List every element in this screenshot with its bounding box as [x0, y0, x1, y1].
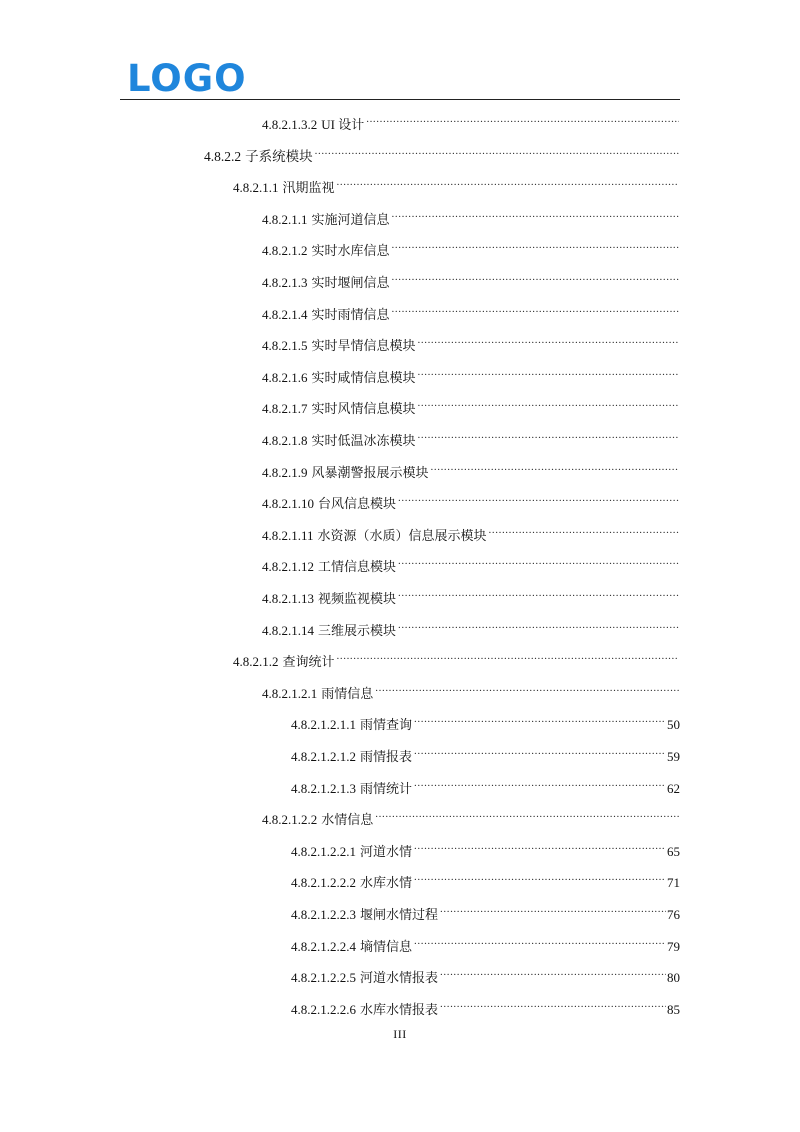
toc-entry-number: 4.8.2.1.7 — [262, 401, 308, 417]
toc-dot-leader — [392, 265, 679, 287]
toc-entry[interactable] — [262, 613, 680, 638]
toc-entry-title: 工情信息模块 — [318, 559, 397, 575]
toc-entry-number: 4.8.2.1.2.1.1 — [291, 717, 356, 733]
toc-entry[interactable] — [291, 929, 680, 954]
toc-entry[interactable] — [262, 423, 680, 448]
toc-dot-leader — [392, 202, 679, 224]
toc-entry-number: 4.8.2.1.11 — [262, 527, 314, 543]
toc-entry[interactable] — [291, 865, 680, 891]
toc-entry-number: 4.8.2.1.2.2.4 — [291, 938, 356, 954]
toc-dot-leader — [418, 423, 679, 445]
toc-entry-title: 水库水情 — [360, 875, 413, 891]
header-divider — [120, 99, 680, 100]
toc-entry-title: 实时雨情信息 — [311, 306, 390, 322]
toc-entry[interactable] — [262, 107, 680, 132]
toc-entry-title: 实时低温冰冻模块 — [311, 433, 416, 448]
toc-entry-title: 雨情信息 — [321, 685, 374, 701]
toc-entry-number: 4.8.2.1.2.2 — [262, 812, 318, 828]
toc-entry[interactable] — [291, 739, 680, 764]
toc-entry[interactable] — [262, 486, 680, 512]
toc-entry-title: UI 设计 — [321, 117, 365, 132]
toc-entry-title: 视频监视模块 — [318, 591, 397, 606]
toc-dot-leader — [489, 518, 679, 540]
toc-entry[interactable] — [262, 549, 680, 575]
toc-entry[interactable] — [291, 897, 680, 922]
toc-dot-leader — [414, 834, 666, 856]
toc-entry-number: 4.8.2.1.10 — [262, 496, 314, 512]
toc-entry-title: 河道水情报表 — [360, 970, 439, 986]
toc-entry-number: 4.8.2.1.5 — [262, 338, 308, 354]
toc-entry-number: 4.8.2.1.2.1.2 — [291, 749, 356, 764]
toc-entry-title: 河道水情 — [360, 843, 413, 859]
toc-dot-leader — [431, 455, 679, 477]
toc-entry-title: 墒情信息 — [360, 938, 413, 954]
toc-entry-title: 子系统模块 — [245, 148, 313, 164]
toc-entry-title: 三维展示模块 — [318, 622, 397, 638]
toc-entry-page: 80 — [667, 970, 680, 986]
toc-entry[interactable] — [262, 676, 680, 701]
toc-entry-number: 4.8.2.1.2.2.3 — [291, 907, 356, 922]
toc-entry-number: 4.8.2.1.2.2.1 — [291, 843, 356, 859]
toc-dot-leader — [414, 739, 666, 761]
toc-entry-title: 查询统计 — [282, 654, 335, 670]
toc-entry[interactable] — [291, 960, 680, 986]
toc-entry-number: 4.8.2.1.4 — [262, 306, 308, 322]
toc-dot-leader — [315, 139, 679, 161]
toc-entry-title: 水库水情报表 — [360, 1001, 439, 1017]
toc-entry[interactable] — [262, 581, 680, 606]
toc-dot-leader — [398, 581, 679, 603]
toc-entry-number: 4.8.2.1.2.1 — [262, 685, 318, 701]
toc-entry-title: 汛期监视 — [282, 180, 335, 196]
toc-entry[interactable] — [262, 360, 680, 385]
toc-entry-number: 4.8.2.1.1 — [262, 211, 308, 227]
toc-entry-number: 4.8.2.1.6 — [262, 369, 308, 385]
toc-dot-leader — [366, 107, 679, 129]
toc-entry[interactable] — [291, 834, 680, 859]
toc-entry-number: 4.8.2.1.8 — [262, 433, 308, 448]
toc-entry-number: 4.8.2.2 — [204, 148, 242, 164]
toc-entry-number: 4.8.2.1.2.1.3 — [291, 780, 356, 796]
toc-entry[interactable] — [291, 992, 680, 1017]
toc-entry[interactable] — [262, 802, 680, 828]
toc-entry-title: 台风信息模块 — [318, 496, 397, 512]
toc-dot-leader — [418, 391, 679, 413]
toc-entry-page: 50 — [667, 717, 680, 733]
toc-entry-number: 4.8.2.1.2 — [233, 654, 279, 670]
toc-entry-title: 实时水库信息 — [311, 243, 390, 259]
toc-entry-title: 风暴潮警报展示模块 — [311, 464, 429, 480]
toc-dot-leader — [414, 771, 666, 793]
toc-entry-number: 4.8.2.1.14 — [262, 622, 314, 638]
toc-entry-title: 实时风情信息模块 — [311, 401, 416, 417]
toc-entry-title: 实时旱情信息模块 — [311, 338, 416, 354]
toc-entry-title: 水资源（水质）信息展示模块 — [317, 527, 487, 543]
toc-entry[interactable] — [291, 771, 680, 796]
toc-entry[interactable] — [262, 202, 680, 227]
toc-dot-leader — [398, 486, 679, 508]
toc-dot-leader — [337, 644, 679, 666]
toc-dot-leader — [392, 233, 679, 255]
toc-entry-page: 85 — [667, 1001, 680, 1017]
toc-entry-title: 雨情查询 — [360, 717, 413, 733]
toc-entry[interactable] — [204, 139, 680, 164]
toc-dot-leader — [337, 170, 679, 192]
toc-dot-leader — [440, 960, 666, 982]
toc-entry[interactable] — [262, 391, 680, 417]
toc-entry-page: 71 — [667, 875, 680, 891]
logo: LOGO — [127, 57, 247, 100]
toc-entry-number: 4.8.2.1.12 — [262, 559, 314, 575]
toc-dot-leader — [414, 865, 666, 887]
toc-entry-page: 62 — [667, 780, 680, 796]
page-number: III — [393, 1027, 407, 1041]
toc-entry-page: 65 — [667, 843, 680, 859]
toc-entry[interactable] — [291, 707, 680, 733]
toc-entry[interactable] — [262, 328, 680, 354]
toc-entry[interactable] — [262, 455, 680, 480]
toc-dot-leader — [418, 328, 679, 350]
toc-entry-page: 76 — [667, 907, 680, 922]
toc-dot-leader — [440, 897, 666, 919]
toc-entry-page: 79 — [667, 938, 680, 954]
toc-entry-title: 堰闸水情过程 — [360, 907, 439, 922]
toc-dot-leader — [398, 549, 679, 571]
toc-entry-page: 59 — [667, 749, 680, 764]
toc-entry-number: 4.8.2.1.2 — [262, 243, 308, 259]
toc-entry[interactable] — [262, 518, 680, 543]
toc-entry-number: 4.8.2.1.2.2.2 — [291, 875, 356, 891]
toc-entry-number: 4.8.2.1.9 — [262, 464, 308, 480]
toc-entry-number: 4.8.2.1.3.2 — [262, 117, 318, 132]
toc-entry[interactable] — [233, 644, 680, 670]
toc-entry[interactable] — [262, 265, 680, 290]
toc-dot-leader — [375, 802, 679, 824]
toc-entry-title: 实时堰闸信息 — [311, 275, 390, 290]
toc-entry-number: 4.8.2.1.2.2.5 — [291, 970, 356, 986]
toc-entry-number: 4.8.2.1.2.2.6 — [291, 1001, 356, 1017]
toc-dot-leader — [414, 707, 666, 729]
toc-entry-title: 水情信息 — [321, 812, 374, 828]
toc-entry-title: 雨情统计 — [360, 780, 413, 796]
toc-entry-title: 雨情报表 — [360, 749, 413, 764]
toc-dot-leader — [375, 676, 679, 698]
toc-entry[interactable] — [233, 170, 680, 196]
toc-entry[interactable] — [262, 297, 680, 322]
toc-entry-number: 4.8.2.1.13 — [262, 591, 314, 606]
toc-dot-leader — [414, 929, 666, 951]
toc-entry-number: 4.8.2.1.3 — [262, 275, 308, 290]
toc-dot-leader — [392, 297, 679, 319]
toc-dot-leader — [440, 992, 666, 1014]
toc-dot-leader — [418, 360, 679, 382]
toc-entry-title: 实施河道信息 — [311, 211, 390, 227]
toc-entry-title: 实时咸情信息模块 — [311, 369, 416, 385]
toc-entry[interactable] — [262, 233, 680, 259]
toc-entry-number: 4.8.2.1.1 — [233, 180, 279, 196]
toc-dot-leader — [398, 613, 679, 635]
